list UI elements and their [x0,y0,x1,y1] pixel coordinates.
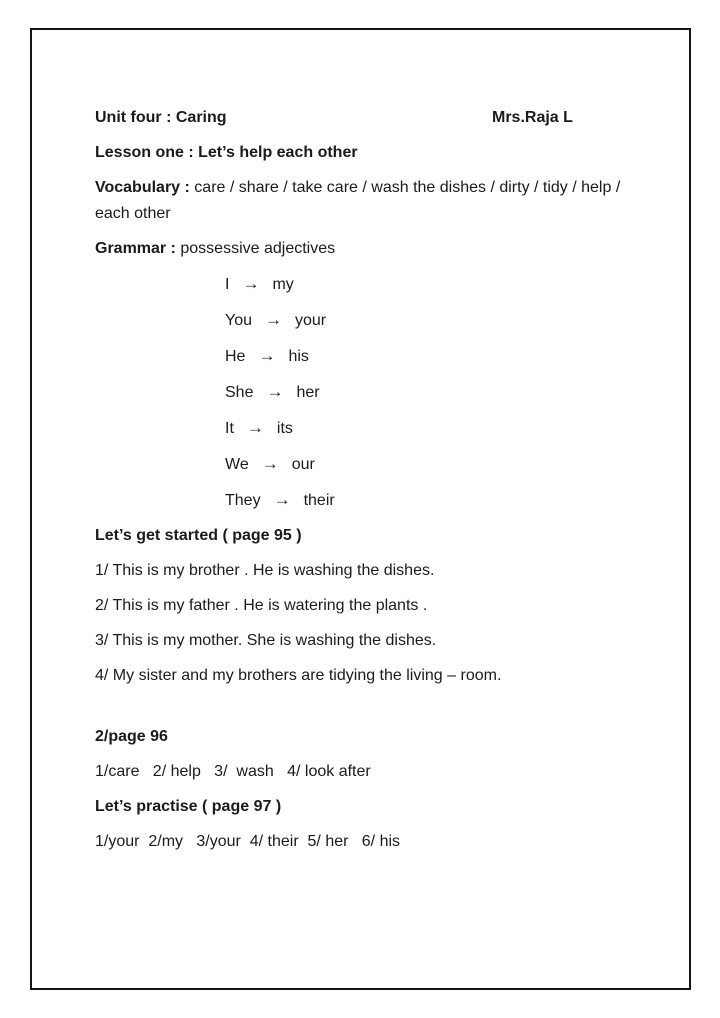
arrow-right-icon: → [242,274,260,293]
unit-title: Unit four : Caring [95,109,227,126]
pronoun-text: He [225,348,246,365]
arrow-right-icon: → [273,490,291,509]
possessive-row [225,415,649,442]
get-started-item: 2/ This is my father . He is watering the plants . [95,597,428,614]
possessive-row [225,451,649,478]
page96-title: 2/page 96 [95,728,168,745]
possessive-text: our [291,456,315,473]
possessive-text: their [303,492,335,509]
possessive-adjectives-list [225,271,649,514]
get-started-item: 1/ This is my brother . He is washing the dishes. [95,562,435,579]
pronoun-text: They [225,492,261,509]
pronoun-text: I [225,276,230,293]
document-content [32,30,689,855]
arrow-right-icon: → [265,310,282,329]
page-border [30,28,691,990]
pronoun-text: She [225,384,254,401]
practise-title: Let’s practise ( page 97 ) [95,798,282,815]
grammar-text: possessive adjectives [180,240,336,257]
get-started-item: 3/ This is my mother. She is washing the dishes. [95,632,437,649]
arrow-right-icon: → [258,346,276,365]
possessive-row [225,307,649,334]
grammar-label: Grammar : [95,240,176,257]
possessive-row [225,343,649,370]
teacher-name: Mrs.Raja L [492,109,573,126]
practise-answers: 1/your 2/my 3/your 4/ their 5/ her 6/ his [95,833,401,850]
arrow-right-icon: → [266,382,284,401]
get-started-title: Let’s get started ( page 95 ) [95,527,302,544]
vocabulary-label: Vocabulary : [95,179,190,196]
possessive-text: its [276,420,293,437]
page96-answers: 1/care 2/ help 3/ wash 4/ look after [95,763,371,780]
possessive-row [225,379,649,406]
header-row [95,105,649,131]
vocabulary-line [95,175,649,227]
lesson-title: Lesson one : Let’s help each other [95,144,358,161]
possessive-text: her [296,384,320,401]
possessive-text: his [288,348,309,365]
possessive-row [225,271,649,298]
pronoun-text: We [225,456,249,473]
pronoun-text: It [225,420,234,437]
vocabulary-text: care / share / take care / wash the dishes / dirty / tidy / help / each other [95,179,621,222]
possessive-row [225,487,649,514]
possessive-text: my [272,276,294,293]
arrow-right-icon: → [261,454,279,473]
arrow-right-icon: → [246,418,264,437]
grammar-line [95,236,649,262]
possessive-text: your [295,312,327,329]
get-started-item: 4/ My sister and my brothers are tidying the living – room. [95,667,502,684]
pronoun-text: You [225,312,252,329]
